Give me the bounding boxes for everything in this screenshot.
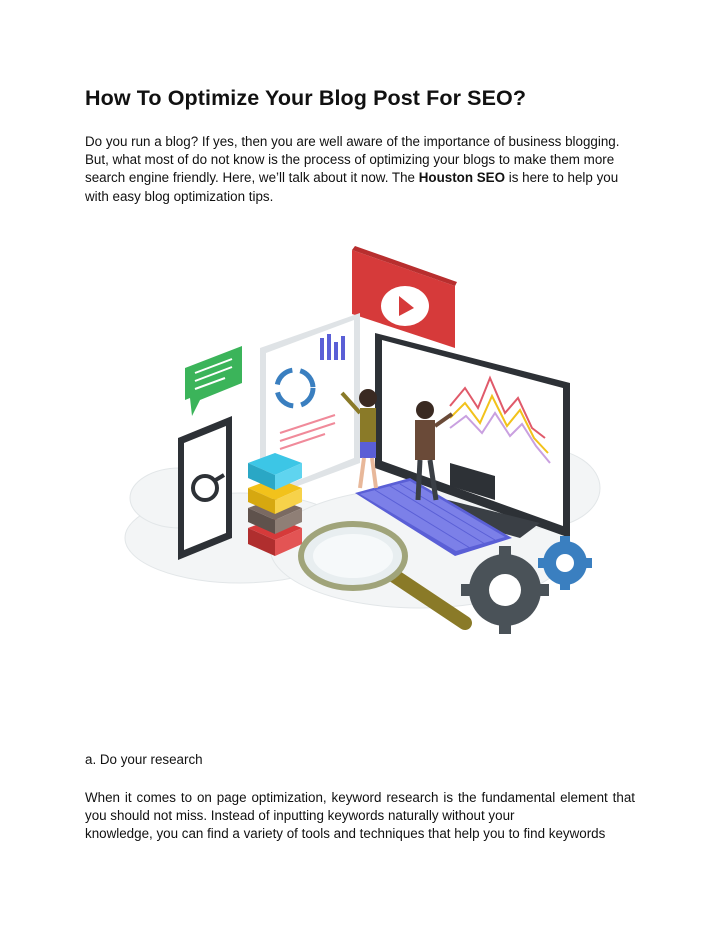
intro-paragraph (85, 133, 640, 206)
section-heading-research: a. Do your research (85, 752, 203, 767)
intro-text-end: is here to help you with easy blog optimization tips. (85, 170, 619, 204)
phone (178, 416, 232, 560)
video-card (352, 246, 457, 348)
research-text: When it comes to on page optimization, keyword research is the fundamental element that you should not miss. Instead of inputting keywords naturally without your (85, 790, 635, 824)
article-title: How To Optimize Your Blog Post For SEO? (85, 86, 527, 110)
research-paragraph (85, 789, 635, 844)
seo-illustration (120, 238, 610, 658)
research-text-last-line: knowledge, you can find a variety of tools and techniques that help you to find keywords (85, 826, 606, 842)
intro-text-start: Do you run a blog? If yes, then you are well aware of the importance of business blogging. But, what most of do not know is the process of optimizing your blogs to make them more search engine friendly. Here, we’ll talk about it now. The (85, 134, 620, 186)
houston-seo-bold: Houston SEO (418, 170, 506, 186)
chat-bubble-icon (185, 346, 242, 416)
stacked-cubes (248, 453, 302, 556)
